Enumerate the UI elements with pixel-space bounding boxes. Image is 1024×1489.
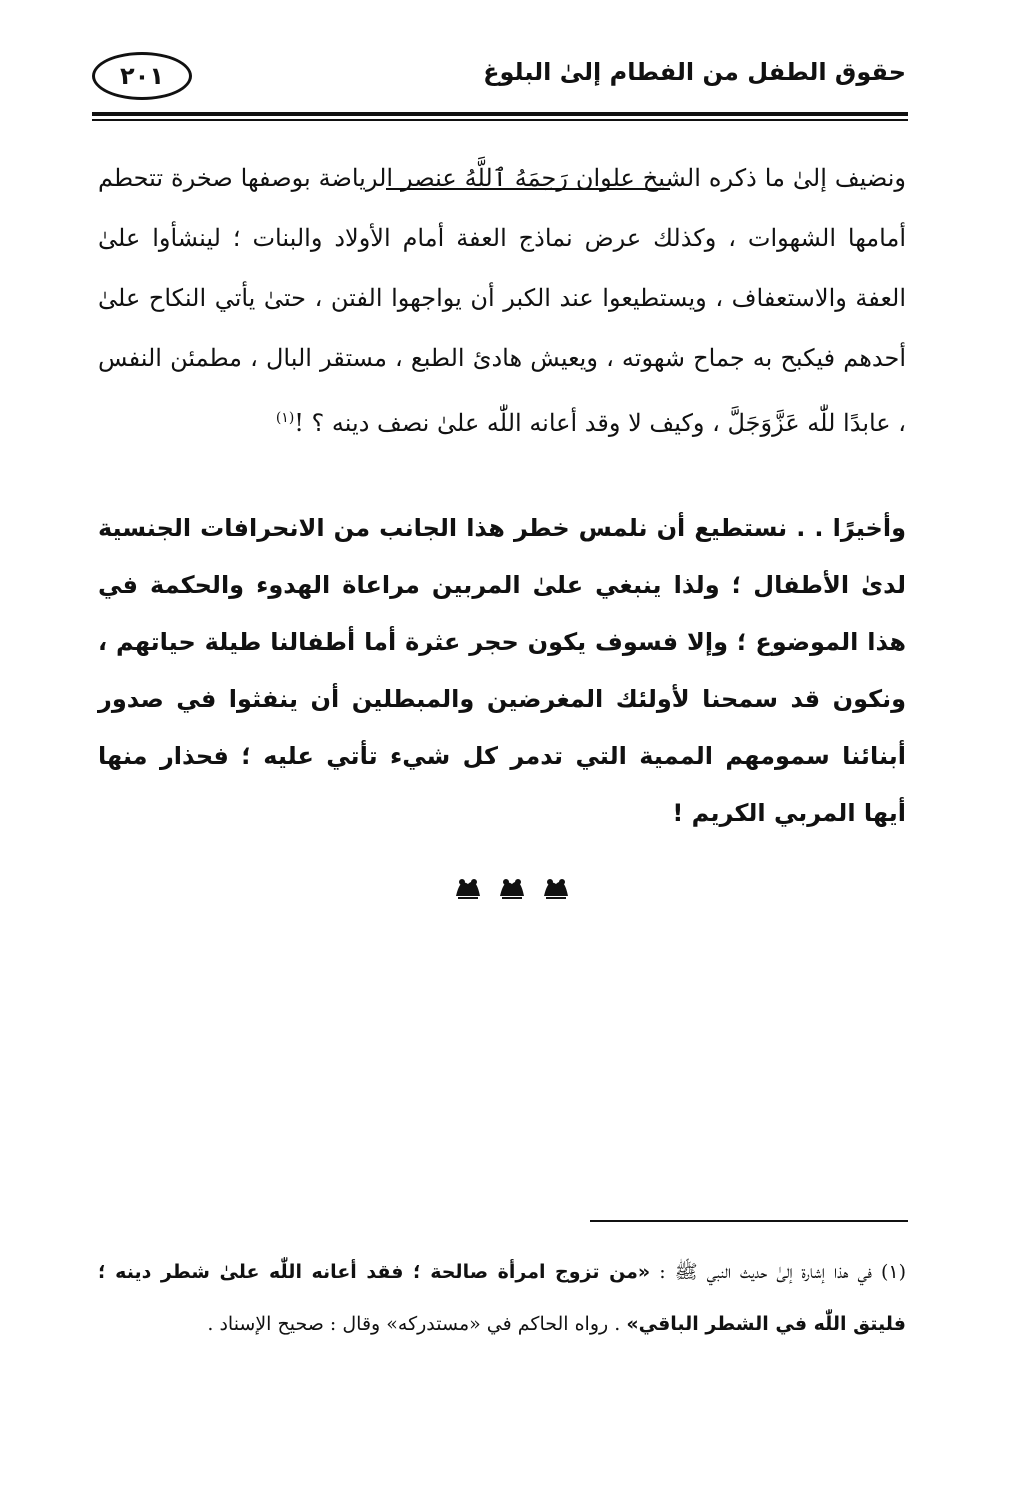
footnote: [98, 1246, 906, 1350]
floral-ornament-icon: [452, 874, 484, 900]
page-number-frame: [92, 52, 192, 100]
floral-ornament-icon: [496, 874, 528, 900]
page-header: [92, 52, 908, 108]
paragraph-1: [98, 148, 906, 453]
paragraph-2: وأخيرًا . . نستطيع أن نلمس خطر هذا الجانب من الانحرافات الجنسية لدىٰ الأطفال ؛ ولذا ينبغي علىٰ المربين مراعاة الهدوء والحكمة في هذا الموضوع ؛ وإلا فسوف يكون حجر عثرة أما أطفالنا طيلة حياتهم ، ونكون قد سمحنا لأولئك المغرضين والمبطلين أن ينفثوا في صدور أبنائنا سمومهم الممية التي تدمر كل شيء تأتي عليه ؛ فحذار منها أيها المربي الكريم !: [98, 514, 906, 827]
footnote-reference: (١): [275, 410, 295, 426]
paragraph-1-text: ونضيف إلىٰ ما ذكره الشيخ علوان رَحِمَهُ ٱللَّهُ عنصر الرياضة بوصفها صخرة تتحطم أمامها الشهوات ، وكذلك عرض نماذج العفة أمام الأولاد والبنات ؛ لينشأوا علىٰ العفة والاستعفاف ، ويستطيعوا عند الكبر أن يواجهوا الفتن ، حتىٰ يأتي النكاح علىٰ أحدهم فيكبح به جماح شهوته ، ويعيش هادئ الطبع ، مستقر البال ، مطمئن النفس ، عابدًا للّٰه عَزَّوَجَلَّ ، وكيف لا وقد أعانه اللّٰه علىٰ نصف دينه ؟ !: [98, 164, 906, 437]
page-number: ٢٠١: [120, 62, 164, 90]
floral-ornament-icon: [540, 874, 572, 900]
footnote-source: . رواه الحاكم في «مستدركه» وقال : صحيح الإسناد .: [207, 1313, 621, 1335]
section-divider-ornament: [452, 872, 572, 902]
footnote-separator: [590, 1220, 908, 1222]
running-title: حقوق الطفل من الفطام إلىٰ البلوغ: [483, 58, 906, 86]
footnote-marker: (١): [880, 1261, 906, 1283]
footnote-intro: في هذا إشارة إلىٰ حديث النبي ﷺ :: [659, 1261, 872, 1283]
header-rule-thin: [92, 119, 908, 121]
footnote-hadith-quote: «من تزوج امرأة صالحة ؛ فقد أعانه اللّٰه علىٰ شطر دينه ؛ فليتق اللّٰه في الشطر الباقي»: [98, 1261, 906, 1335]
header-rule-thick: [92, 112, 908, 116]
